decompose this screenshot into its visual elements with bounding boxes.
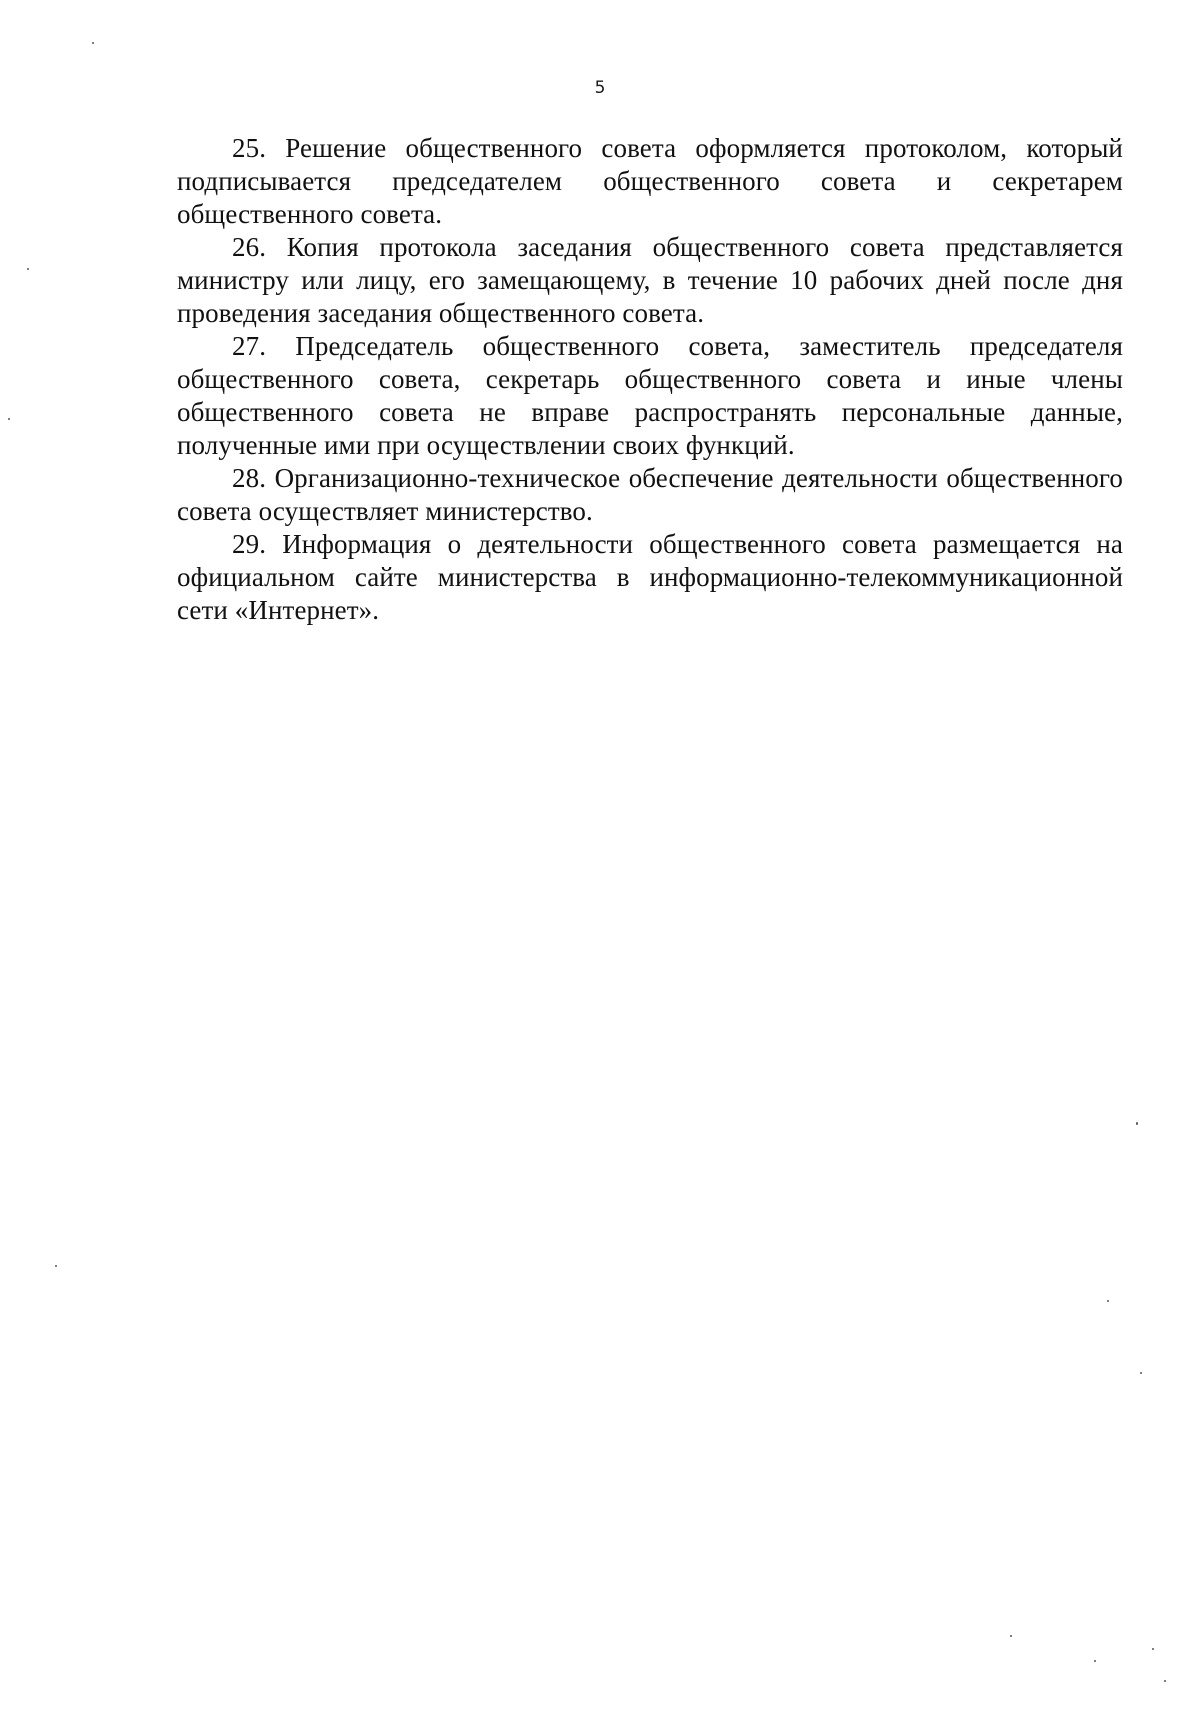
scan-speck: [27, 268, 29, 270]
scan-speck: [1094, 1660, 1096, 1662]
document-body: [177, 132, 1123, 627]
paragraph-25: 25. Решение общественного совета оформляется протоколом, который подписывается председателем общественного совета и секретарем общественного совета.: [177, 133, 1123, 229]
paragraph-26: 26. Копия протокола заседания общественного совета представляется министру или лицу, его замещающему, в течение 10 рабочих дней после дня проведения заседания общественного совета.: [177, 232, 1123, 328]
scan-speck: [1010, 1635, 1012, 1637]
scan-speck: [1107, 1300, 1109, 1302]
scan-speck: [1164, 1680, 1166, 1682]
scan-speck: [1136, 1122, 1138, 1125]
scan-speck: [55, 1265, 57, 1267]
scan-speck: [1140, 1372, 1142, 1374]
paragraph-27: 27. Председатель общественного совета, заместитель председателя общественного совета, секретарь общественного совета и иные члены общественного совета не вправе распространять персональные данные, полученные ими при осуществлении своих функций.: [177, 331, 1123, 460]
scan-speck: [1152, 1648, 1154, 1650]
paragraph-28: 28. Организационно-техническое обеспечение деятельности общественного совета осуществляет министерство.: [177, 463, 1123, 526]
scan-speck: [92, 42, 94, 44]
page-number: 5: [594, 78, 606, 98]
paragraph-29: 29. Информация о деятельности общественного совета размещается на официальном сайте министерства в информационно-телекоммуникационной сети «Интернет».: [177, 529, 1123, 625]
scan-speck: [8, 418, 10, 420]
